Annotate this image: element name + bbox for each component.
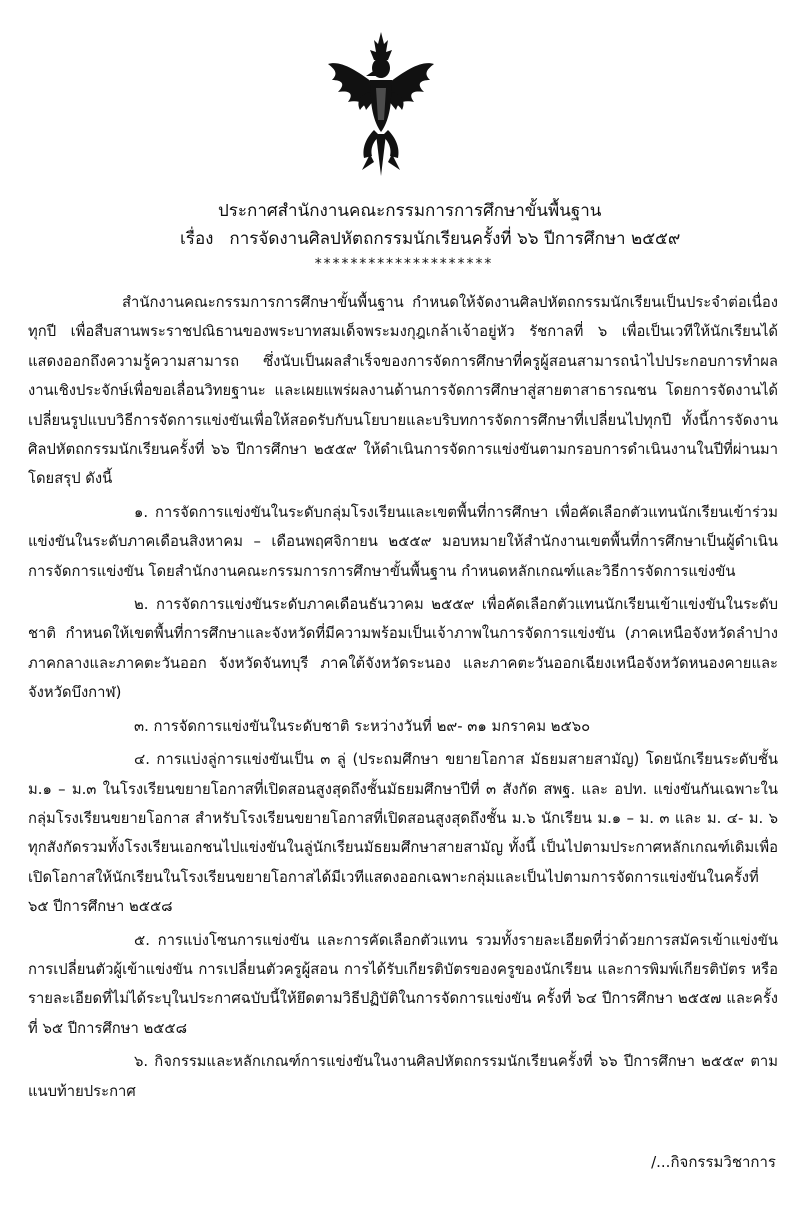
subject-label: เรื่อง [180, 229, 214, 249]
item-paragraph-5: ๕. การแบ่งโซนการแข่งขัน และการคัดเลือกตัวแทน รวมทั้งรายละเอียดที่ว่าด้วยการสมัครเข้าแข่งขัน การเปลี่ยนตัวผู้เข้าแข่งขัน การเปลี่ยนตัวครูผู้สอน การได้รับเกียรติบัตรของครูของนักเรียน และการพิมพ์เกียรติบัตร หรือรายละเอียดที่ไม่ได้ระบุในประกาศฉบับนี้ให้ยึดตามวิธีปฏิบัติในการจัดการแข่งขัน ครั้งที่ ๖๔ ปีการศึกษา ๒๕๕๗ และครั้งที่ ๖๕ ปีการศึกษา ๒๕๕๘ [28, 931, 778, 1037]
item-paragraph-2: ๒. การจัดการแข่งขันระดับภาคเดือนธันวาคม ๒๕๕๙ เพื่อคัดเลือกตัวแทนนักเรียนเข้าแข่งขันในระดับชาติ กำหนดให้เขตพื้นที่การศึกษาและจังหวัดที่มีความพร้อมเป็นเจ้าภาพในการจัดการแข่งขัน (ภาคเหนือจังหวัดลำปาง ภาคกลางและภาคตะวันออก จังหวัดจันทบุรี ภาคใต้จังหวัดระนอง และภาคตะวันออกเฉียงเหนือจังหวัดหนองคายและจังหวัดบึงกาฬ) [28, 596, 778, 702]
subject-text: การจัดงานศิลปหัตถกรรมนักเรียนครั้งที่ ๖๖ ปีการศึกษา ๒๕๕๙ [229, 229, 681, 249]
item-paragraph-1: ๑. การจัดการแข่งขันในระดับกลุ่มโรงเรียนและเขตพื้นที่การศึกษา เพื่อคัดเลือกตัวแทนนักเรียนเข้าร่วมแข่งขันในระดับภาคเดือนสิงหาคม – เดือนพฤศจิกายน ๒๕๕๙ มอบหมายให้สำนักงานเขตพื้นที่การศึกษาเป็นผู้ดำเนินการจัดการแข่งขัน โดยสำนักงานคณะกรรมการการศึกษาขั้นพื้นฐาน กำหนดหลักเกณฑ์และวิธีการจัดการแข่งขัน [28, 503, 778, 580]
item-paragraph-4: ๔. การแบ่งลู่การแข่งขันเป็น ๓ ลู่ (ประถมศึกษา ขยายโอกาส มัธยมสายสามัญ) โดยนักเรียนระดับชั้น ม.๑ – ม.๓ ในโรงเรียนขยายโอกาสที่เปิดสอนสูงสุดถึงชั้นมัธยมศึกษาปีที่ ๓ สังกัด สพฐ. และ อปท. แข่งขันกันเฉพาะในกลุ่มโรงเรียนขยายโอกาส สำหรับโรงเรียนขยายโอกาสที่เปิดสอนสูงสุดถึงชั้น ม.๖ นักเรียน ม.๑ – ม. ๓ และ ม. ๔- ม. ๖ ทุกสังกัดรวมทั้งโรงเรียนเอกชนไปแข่งขันในลู่นักเรียนมัธยมศึกษาสายสามัญ ทั้งนี้ เป็นไปตามประกาศหลักเกณฑ์เดิมเพื่อเปิดโอกาสให้นักเรียนในโรงเรียนขยายโอกาสได้มีเวทีแสดงออกเฉพาะกลุ่มและเป็นไปตามการจัดการแข่งขันในครั้งที่ ๖๕ ปีการศึกษา ๒๕๕๘ [28, 751, 778, 916]
announcement-title: ประกาศสำนักงานคณะกรรมการการศึกษาขั้นพื้นฐาน [218, 201, 602, 221]
intro-paragraph: สำนักงานคณะกรรมการการศึกษาขั้นพื้นฐาน กำหนดให้จัดงานศิลปหัตถกรรมนักเรียนเป็นประจำต่อเนื่องทุกปี เพื่อสืบสานพระราชปณิธานของพระบาทสมเด็จพระมงกุฎเกล้าเจ้าอยู่หัว รัชกาลที่ ๖ เพื่อเป็นเวทีให้นักเรียนได้แสดงออกถึงความรู้ความสามารถ ซึ่งนับเป็นผลสำเร็จของการจัดการศึกษาที่ครูผู้สอนสามารถนำไปประกอบการทำผลงานเชิงประจักษ์เพื่อขอเลื่อนวิทยฐานะ และเผยแพร่ผลงานด้านการจัดการศึกษาสู่สายตาสาธารณชน โดยการจัดงานได้เปลี่ยนรูปแบบวิธีการจัดการแข่งขันเพื่อให้สอดรับกับนโยบายและบริบทการจัดการศึกษาที่เปลี่ยนไปทุกปี ทั้งนี้การจัดงานศิลปหัตถกรรมนักเรียนครั้งที่ ๖๖ ปีการศึกษา ๒๕๕๙ ให้ดำเนินการจัดการแข่งขันตามกรอบการดำเนินงานในปีที่ผ่านมา โดยสรุป ดังนี้ [28, 294, 778, 488]
item-paragraph-6: ๖. กิจกรรมและหลักเกณฑ์การแข่งขันในงานศิลปหัตถกรรมนักเรียนครั้งที่ ๖๖ ปีการศึกษา ๒๕๕๙ ตามแนบท้ายประกาศ [28, 1053, 778, 1100]
separator-line: ******************** [314, 256, 493, 272]
page-continuation: /...กิจกรรมวิชาการ [651, 1153, 776, 1171]
announcement-subject [180, 228, 680, 250]
item-paragraph-3: ๓. การจัดการแข่งขันในระดับชาติ ระหว่างวันที่ ๒๙- ๓๑ มกราคม ๒๕๖๐ [134, 717, 591, 735]
announcement-body [28, 288, 778, 1110]
garuda-emblem-icon [326, 30, 436, 180]
